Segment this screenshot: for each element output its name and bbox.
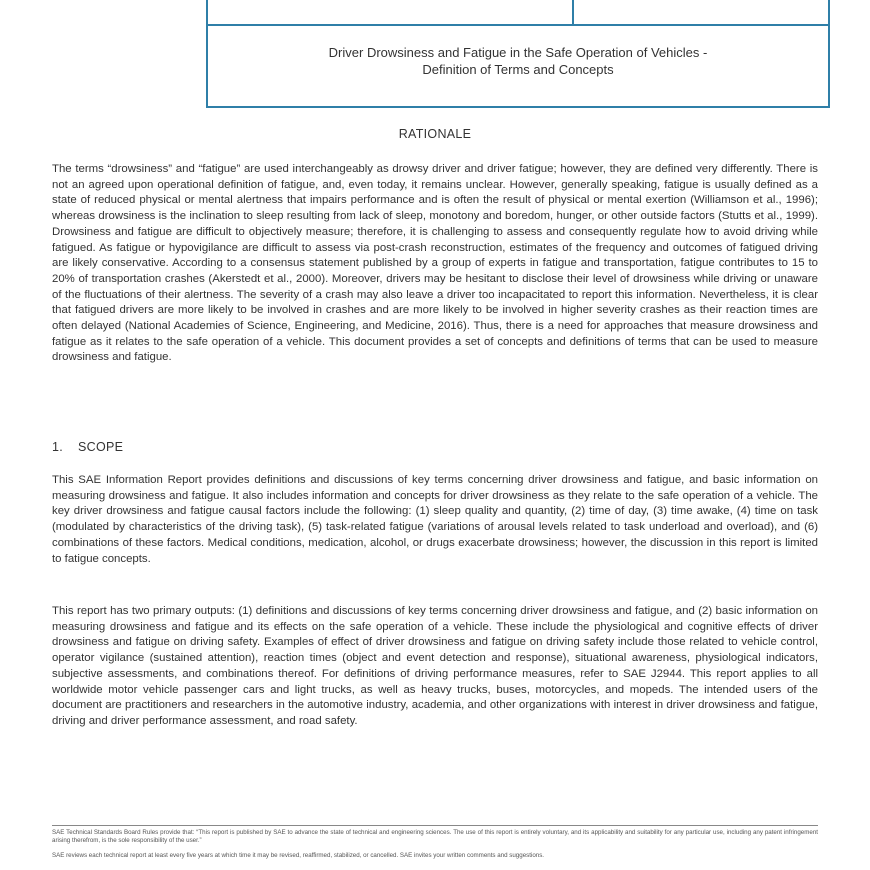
footnote-review: SAE reviews each technical report at least every five years at which time it may be revised, reaffirmed, stabilized, or cancelled. SAE invites your written comments and suggestions. <box>52 852 545 859</box>
rationale-heading: RATIONALE <box>398 127 472 141</box>
header-divider <box>572 0 574 26</box>
scope-paragraph-2: This report has two primary outputs: (1) definitions and discussions of key terms concerning driver drowsiness and fatigue, and (2) basic information on measuring drowsiness and fatigue and its effects on the safe operation of a vehicle. These include the physiological and cognitive effects of driver drowsiness and fatigue on driving safety. Examples of effect of driver drowsiness and fatigue on driving safety include those related to vehicle control, operator vigilance (sustained attention), reaction times (object and event detection and response), situational awareness, physiological indicators, subjective assessments, and combinations thereof. For definitions of driving performance measures, refer to SAE J2944. This report applies to all worldwide motor vehicle passenger cars and light trucks, as well as heavy trucks, buses, motorcycles, and mopeds. The intended users of the document are practitioners and researchers in the automotive industry, academia, and other organizations with interest in driver drowsiness and fatigue, driving and driver performance assessment, and road safety. <box>52 605 818 727</box>
scope-section-number: 1. <box>52 440 64 454</box>
scope-heading <box>52 440 123 454</box>
rationale-paragraph: The terms “drowsiness” and “fatigue” are used interchangeably as drowsy driver and driver fatigue; however, they are defined very differently. There is not an agreed upon operational definition of fatigue, and, even today, it remains unclear. However, generally speaking, fatigue is usually defined as a state of reduced physical or mental alertness that impairs performance and is often the result of physical or mental exertion (Williamson et al., 1996); whereas drowsiness is the inclination to sleep resulting from lack of sleep, monotony and boredom, hunger, or other outside factors (Stutts et al., 1999). Drowsiness and fatigue are difficult to objectively measure; therefore, it is challenging to assess and consequently regulate how to avoid driving while fatigued. As fatigue or hypovigilance are difficult to assess via post-crash reconstruction, estimates of the frequency and outcomes of fatigued driving are likely conservative. According to a consensus statement published by a group of experts in fatigue and transportation, fatigue contributes to 15 to 20% of transportation crashes (Akerstedt et al., 2000). Moreover, drivers may be hesitant to disclose their level of drowsiness while driving or unaware of the fluctuations of their alertness. The severity of a crash may also leave a driver too incapacitated to report this information. Nevertheless, it is clear that fatigued drivers are more likely to be involved in crashes and are more likely to be involved in higher severity crashes as their reaction times are often delayed (National Academies of Science, Engineering, and Medicine, 2016). Thus, there is a need for approaches that measure drowsiness and fatigue as it relates to the safe operation of a vehicle. This document provides a set of concepts and definitions of terms that can be used to measure drowsiness and fatigue. <box>52 163 818 364</box>
header-top-row <box>208 0 828 26</box>
scope-heading-text: SCOPE <box>78 440 124 454</box>
document-title-line-2: Definition of Terms and Concepts <box>422 62 614 77</box>
scope-paragraph-1: This SAE Information Report provides definitions and discussions of key terms concerning driver drowsiness and fatigue, and basic information on measuring drowsiness and fatigue. It also includes information and concepts for driver drowsiness as they relate to the safe operation of a vehicle. The key driver drowsiness and fatigue causal factors include the following: (1) sleep quality and quantity, (2) time of day, (3) time awake, (4) time on task (modulated by characteristics of the driving task), (5) task-related fatigue (variations of arousal levels related to task underload and overload), and (6) combinations of these factors. Medical conditions, medication, alcohol, or drugs exacerbate drowsiness; however, the discussion in this report is limited to fatigue concepts. <box>52 474 818 565</box>
document-header-box <box>206 0 830 108</box>
document-title <box>208 44 828 78</box>
footnote-divider <box>52 825 818 826</box>
document-title-line-1: Driver Drowsiness and Fatigue in the Safe Operation of Vehicles - <box>328 45 708 60</box>
footnote-rules: SAE Technical Standards Board Rules provide that: “This report is published by SAE to advance the state of technical and engineering sciences. The use of this report is entirely voluntary, and its applicability and suitability for any particular use, including any patent infringement arising therefrom, is the sole responsibility of the user.” <box>52 829 818 844</box>
